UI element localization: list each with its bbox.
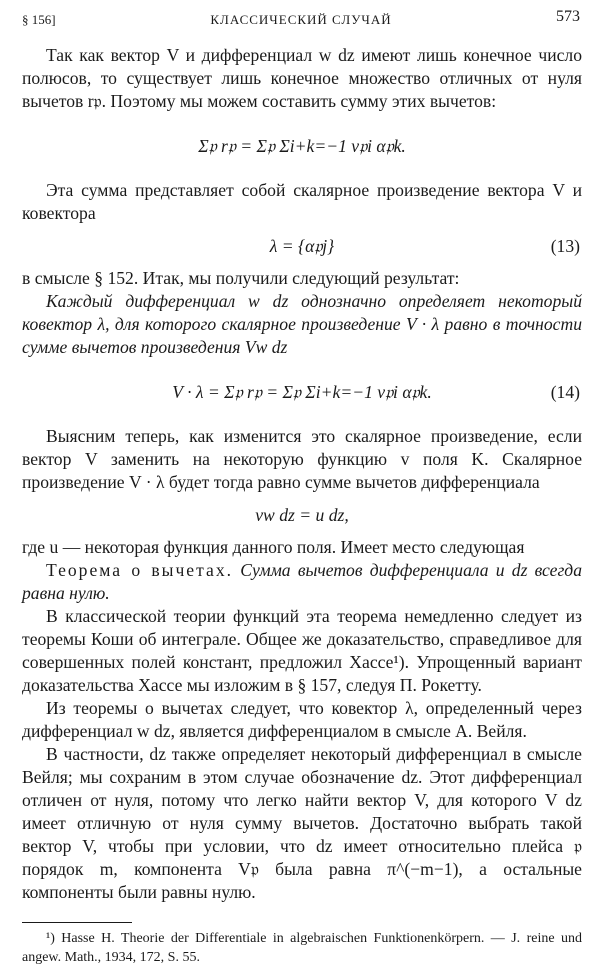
page-number: 573 xyxy=(556,8,580,25)
paragraph: В частности, dz также определяет некоторый дифференциал в смысле Вейля; мы сохраним в этом случае обозначение dz. Этот дифференциал отличен от нуля, потому что легко найти вектор V, для которого V dz имеет отличную от нуля сумму вычетов. Достаточно выбрать такой вектор V, чтобы при условии, что dz имеет относительно плейса 𝔭 порядок m, компонента V𝔭 была равна π^(−m−1), а остальные компоненты были равны нулю. xyxy=(22,744,582,902)
formula-scalar-product xyxy=(22,365,582,419)
paragraph: в смысле § 152. Итак, мы получили следующий результат: xyxy=(22,268,460,288)
paragraph: где u — некоторая функция данного поля. Имеет место следующая xyxy=(22,537,525,557)
paragraph: Эта сумма представляет собой скалярное произведение вектора V и ковектора xyxy=(22,180,582,223)
theorem-text: Сумма вычетов дифференциала u dz всегда равна нулю. xyxy=(22,560,583,603)
formula-sum-residues xyxy=(22,119,582,173)
paragraph: Выясним теперь, как изменится это скалярное произведение, если вектор V заменить на некоторую функцию v поля K. Скалярное произведение V · λ будет тогда равно сумме вычетов дифференциала xyxy=(22,426,582,492)
italic-statement: Каждый дифференциал w dz однозначно определяет некоторый ковектор λ, для которого скалярное произведение V · λ равно в точности сумме вычетов произведения Vw dz xyxy=(22,291,582,357)
formula-differential xyxy=(22,500,582,530)
formula-covector xyxy=(22,231,582,261)
formula-text: vw dz = u dz, xyxy=(255,505,349,525)
running-header xyxy=(22,6,580,32)
theorem xyxy=(22,559,582,605)
chapter-title: КЛАССИЧЕСКИЙ СЛУЧАЙ xyxy=(210,12,392,27)
paragraph: В классической теории функций эта теорема немедленно следует из теоремы Коши об интеграле. Общее же доказательство, справедливое для совершенных полей констант, предложил Хассе¹). Упрощенный вариант доказательства Хассе мы изложим в § 157, следуя П. Рокетту. xyxy=(22,606,582,695)
equation-number: (14) xyxy=(550,382,580,402)
formula-text: V · λ = Σ𝔭 r𝔭 = Σ𝔭 Σi+k=−1 v𝔭i α𝔭k. xyxy=(172,382,432,402)
formula-text: λ = {α𝔭j} xyxy=(269,236,335,256)
paragraph: Из теоремы о вычетах следует, что ковектор λ, определенный через дифференциал w dz, является дифференциалом в смысле А. Вейля. xyxy=(22,698,582,741)
page-body xyxy=(22,44,582,967)
footnote: ¹) Hasse H. Theorie der Differentiale in algebraischen Funktionenkörpern. — J. reine und angew. Math., 1934, 172, S. 55. xyxy=(22,931,582,965)
equation-number: (13) xyxy=(550,236,580,256)
formula-text: Σ𝔭 r𝔭 = Σ𝔭 Σi+k=−1 v𝔭i α𝔭k. xyxy=(198,136,406,156)
footnote-divider xyxy=(22,922,132,923)
section-reference: § 156] xyxy=(22,12,56,27)
theorem-label: Теорема о вычетах. xyxy=(46,560,234,580)
paragraph: Так как вектор V и дифференциал w dz имеют лишь конечное число полюсов, то существует лишь конечное множество отличных от нуля вычетов r𝔭. Поэтому мы можем составить сумму этих вычетов: xyxy=(22,45,582,111)
